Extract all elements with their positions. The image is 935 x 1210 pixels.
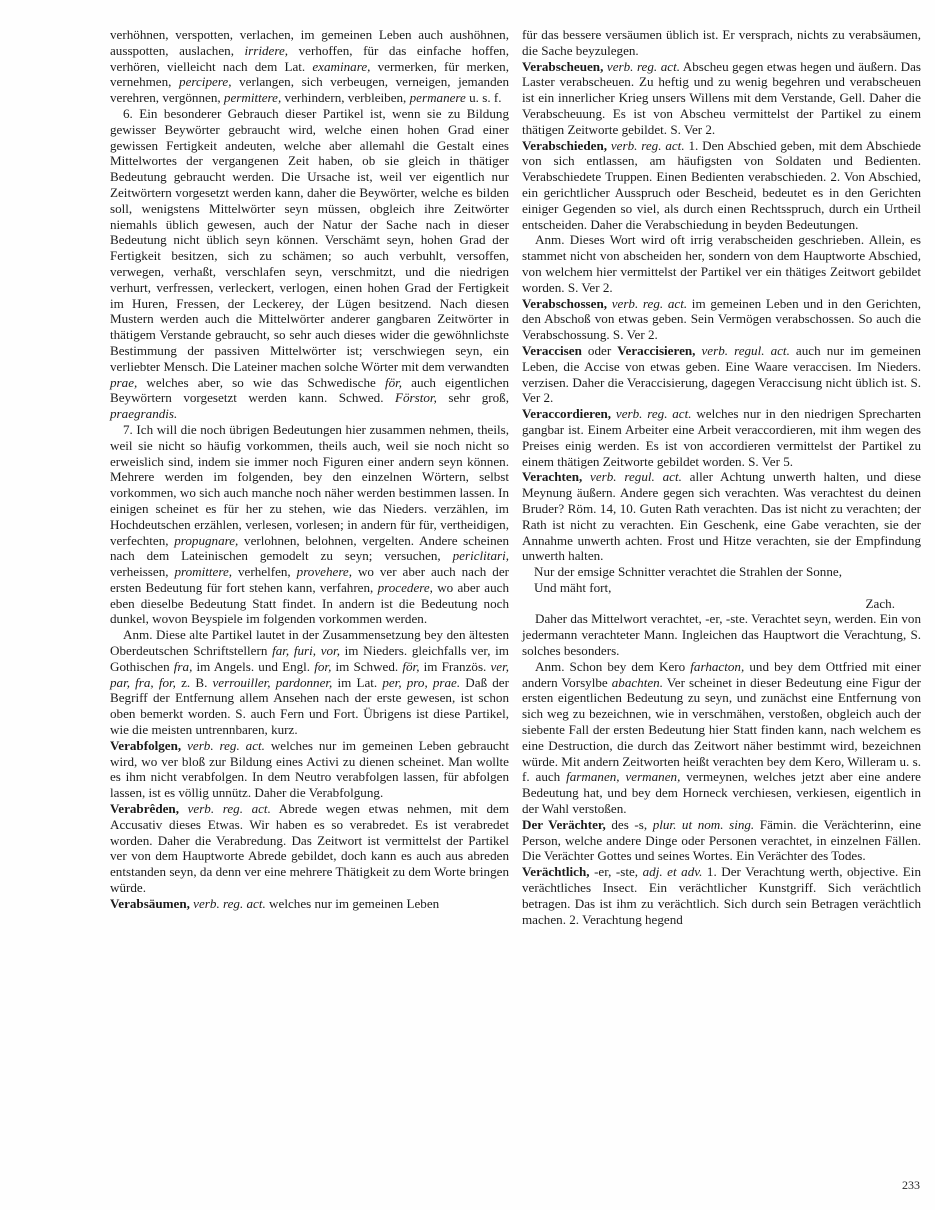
- section-7-paragraph: [110, 422, 509, 627]
- text-segment: Veraccisieren,: [617, 342, 696, 358]
- text-segment: abachten.: [611, 674, 664, 690]
- text-segment: för,: [384, 374, 403, 390]
- text-segment: Abrede wegen etwas nehmen, mit dem Accusativ dieses Etwas. Wir haben es so verabredet. Es ist verabredet worden. Daher die Verabredung. Das Zeitwort ist vermittelst der Partikel ver von dem Hauptworte Abrede gebildet, doch kann es auch aus abreden entstanden seyn, da denn ver eine mehrere Thätigkeit zu dem Worte bringen würde.: [110, 801, 510, 896]
- text-segment: ver, par, fra, for,: [110, 658, 510, 690]
- text-segment: permittere,: [223, 90, 282, 106]
- text-segment: aller Achtung unwerth halten, und diese Meynung äußern. Andere gegen sich verachten. Was verachtest du deinen Bruder? Röm. 14, 10. Guten Rath verachten. Das ist nicht zu verachten; der Rath ist nicht zu verachten. Ein Geschenk, eine Gabe verachten, sie der Annahme unwerth achten. Frost und Hitze verachten, sie der Empfindung unwerth halten.: [522, 469, 921, 564]
- text-segment: Veraccisen: [522, 342, 582, 358]
- text-segment: im Französ.: [419, 658, 491, 674]
- text-segment: u. s. f.: [465, 90, 502, 106]
- text-segment: verhoffen, für das einfache hoffen, verhören, vielleicht nach dem Lat.: [110, 42, 509, 74]
- text-segment: im Schwed.: [331, 658, 403, 674]
- text-segment: verb. regul. act.: [582, 469, 682, 485]
- text-segment: farmanen, vermanen,: [566, 769, 681, 785]
- page-number: 233: [902, 1178, 920, 1192]
- text-segment: plur. ut nom. sing.: [652, 816, 755, 832]
- text-segment: far, furi, vor,: [272, 643, 340, 659]
- text-segment: Verächtlich,: [522, 864, 590, 880]
- text-segment: auch nur im gemeinen Leben, die Accise von etwas geben. Eine Waare veraccisen. Im Nieders. verzisen. Daher die Veraccisierung, dagegen Veraccisung nicht üblich ist. S. Ver 2.: [522, 342, 921, 406]
- entry-verabsaeumen: [110, 896, 509, 912]
- text-segment: Verachten,: [522, 469, 583, 485]
- text-segment: welches nur im gemeinen Leben gebraucht wird, wo ver bloß zur Bildung eines Activi zu dienen scheinet. Man wollte es ihm nicht verabfolgen. In dem Neutro verabfolgen lassen, für abfolgen lassen, ist es völlig unnütz. Daher die Verabfolgung.: [110, 737, 509, 801]
- text-segment: irridere,: [244, 42, 289, 58]
- text-segment: praegrandis.: [110, 406, 178, 422]
- text-segment: Veraccordieren,: [522, 406, 612, 422]
- text-segment: Fämin. die Verächterinn, eine Person, welche andere Dinge oder Personen verachtet, in einzelnen Fällen. Die Verächter Gottes und seines Wortes. Ein Verächter des Todes.: [522, 816, 922, 864]
- text-segment: provehere,: [296, 564, 353, 580]
- text-segment: verb. reg. act.: [189, 895, 266, 911]
- entry-verabscheuen: [522, 59, 921, 138]
- entry-veraechtlich: [522, 864, 921, 927]
- text-segment: oder: [581, 342, 618, 358]
- text-segment: Förstor,: [395, 390, 437, 406]
- text-segment: farhacton,: [690, 658, 745, 674]
- text-segment: Ver scheinet in dieser Bedeutung eine Figur der ersten eigentlichen Bedeutung zu seyn, und zunächst eine Entfernung von sich weg zu bezeichnen, wie in verschmähen, verstoßen, obgleich auch der siebente Fall der ersten Bedeutung hier Statt finden kann, nach welchem es eine Destruction, die durch das Zeitwort näher bestimmt wird, bezeichnen würde. Mit andern Zeitworten heißt verachten bey dem Kero, Willeram u. s. f. auch: [522, 674, 922, 785]
- text-segment: im Angels. und Engl.: [192, 658, 315, 674]
- column-right: [522, 27, 921, 927]
- text-segment: Verabsäumen,: [110, 895, 190, 911]
- text-segment: welches aber, so wie das Schwedische: [137, 374, 385, 390]
- text-segment: verheissen,: [110, 564, 175, 580]
- text-segment: Daß der Begriff der Entfernung allem Ansehen nach der erste gewesen, ist schon oben bemerkt worden. S. auch Fern und Fort. Übrigens ist diese Partikel, wie die meisten untrennbaren, kurz.: [110, 674, 509, 738]
- text-segment: -er, -ste,: [589, 864, 643, 880]
- text-segment: examinare,: [312, 58, 371, 74]
- text-segment: periclitari,: [452, 548, 509, 564]
- verachten-derivatives: [522, 611, 921, 658]
- text-segment: propugnare,: [174, 532, 239, 548]
- continuation-paragraph: [110, 27, 509, 106]
- verse-attribution: [522, 596, 921, 612]
- text-segment: verb. reg. act.: [611, 406, 692, 422]
- text-segment: im Lat.: [332, 674, 383, 690]
- text-segment: permanere: [409, 90, 466, 106]
- entry-veraccordieren: [522, 406, 921, 469]
- text-segment: im gemeinen Leben und in den Gerichten, den Abschoß von etwas geben. Sein Vermögen verabschossen. So auch die Verabschossung. S. Ver 2.: [522, 295, 921, 343]
- continuation-paragraph: [522, 27, 921, 59]
- text-segment: vermerken, für merken, vernehmen,: [110, 58, 509, 90]
- text-segment: wo ver aber auch nach der ersten Bedeutung für fort stehen kann, verfahren,: [110, 564, 510, 595]
- text-segment: Verabschieden,: [522, 137, 607, 153]
- entry-verabreden: [110, 801, 509, 896]
- entry-veraechter: [522, 817, 921, 864]
- text-segment: z. B.: [175, 674, 213, 690]
- entry-veraccisen: [522, 343, 921, 406]
- text-segment: verrouiller, pardonner,: [212, 674, 333, 690]
- text-segment: Daher das Mittelwort verachtet, -er, -ste. Verachtet seyn, werden. Ein von jedermann verachteter Mann. Ingleichen das Hauptwort die Verachtung, S. solches besonders.: [522, 611, 921, 659]
- text-segment: för,: [402, 658, 420, 674]
- anm-partikel-paragraph: [110, 627, 509, 738]
- entry-verabschieden: [522, 138, 921, 233]
- text-segment: verb. reg. act.: [178, 801, 271, 817]
- text-segment: procedere,: [377, 579, 433, 595]
- text-segment: verhöhnen, verspotten, verlachen, im gemeinen Leben auch aushöhnen, ausspotten, auslachen,: [110, 27, 509, 58]
- text-segment: wo aber auch eben dieselbe Bedeutung Statt findet. In andern ist die Bedeutung noch dunkel, wovon Beyspiele im folgenden vorkommen werden.: [110, 579, 509, 627]
- text-segment: vermeynen, welches jetzt aber eine andere Bedeutung hat, und bey dem Horneck verchiesen, verkiesen, eigentlich in der Wahl verstoßen.: [522, 769, 921, 817]
- text-segment: verlangen, sich verbeugen, verneigen, jemanden verehren, vergönnen,: [110, 74, 510, 106]
- entry-verabfolgen: [110, 738, 509, 801]
- entry-verachten: [522, 469, 921, 564]
- text-segment: adj. et adv.: [642, 864, 703, 880]
- text-segment: verb. reg. act.: [607, 295, 688, 311]
- text-segment: Und mäht fort,: [534, 579, 612, 595]
- text-segment: 1. Der Verachtung werth, objective. Ein verächtliches Insect. Ein verächtlicher Kunstgriff. Sich verächtlich betragen. Das ist ihm zu verächtlich. Sich durch sein Betragen verächtlich machen. 2. Verachtung hegend: [522, 864, 921, 927]
- text-segment: Verabrêden,: [110, 801, 179, 817]
- text-segment: Nur der emsige Schnitter verachtet die Strahlen der Sonne,: [534, 564, 842, 580]
- text-segment: welches nur in den niedrigen Sprecharten gangbar ist. Einem Arbeiter eine Arbeit veraccordieren, mit ihm wegen des Preises einig werden. Es ist von accordieren vermittelst der Partikel zu einem thätigen Zeitworte gebildet worden. S. Ver 5.: [522, 406, 921, 469]
- text-segment: per, pro, prae.: [382, 674, 461, 690]
- text-segment: verb. regul. act.: [695, 342, 790, 358]
- text-segment: 6. Ein besonderer Gebrauch dieser Partikel ist, wenn sie zu Bildung gewisser Beywörter gebraucht wird, welche einen hohen Grad einer gewissen Fertigkeit andeuten, welche aber allemahl die Gestalt eines Mittelwortes der vergangenen Zeit haben, ob sie gleich in thätiger Bedeutung gebraucht werden. Die Ursache ist, weil ver eigentlich nur Zeitwörtern vorgesetzt werden kann, daher die Beywörter, welche es bilden soll, wenigstens Mittelwörter seyn müssen, obgleich ihre Zeitwörter niemahls üblich gewesen, auch der Natur der Sache nach in dieser Bedeutung nicht üblich seyn können. Verschämt seyn, hohen Grad der Fertigkeit besitzen, sich zu schämen; so auch verbuhlt, versoffen, verwegen, verhaßt, verschlafen seyn, verschmitzt, und die niedrigen verhurt, verfressen, verleckert, verlogen, einen hohen Grad der Fertigkeit im Huren, Fressen, der Leckerey, der Lügen besitzend. Nach diesen Mustern werden auch die Mittelwörter anderer gangbaren Zeitwörter in thätigem Verstande gebraucht, so sehr auch dieses wider die gewöhnlichste Bestimmung der passiven Mittelwörter ist; verschwiegen seyn, ein verliebter Mensch. Die Lateiner machen solche Wörter mit dem verwandten: [110, 105, 509, 374]
- text-segment: verb. reg. act.: [181, 737, 265, 753]
- text-segment: Anm. Diese alte Partikel lautet in der Zusammensetzung bey den ältesten Oberdeutschen Schriftstellern: [110, 627, 509, 659]
- column-left: [110, 27, 509, 927]
- text-segment: sehr groß,: [436, 390, 509, 406]
- text-segment: verhindern, verbleiben,: [281, 90, 410, 106]
- text-segment: verlohnen, belohnen, vergelten. Andere scheinen nach dem Lateinischen gemodelt zu seyn; versuchen,: [110, 532, 509, 564]
- verse-line-1: [522, 564, 921, 580]
- text-segment: verhelfen,: [232, 564, 297, 580]
- verse-line-2: [522, 580, 921, 596]
- text-segment: Verabschossen,: [522, 295, 608, 311]
- text-columns: [110, 27, 921, 927]
- text-segment: Zach.: [865, 595, 895, 611]
- text-segment: Der Verächter,: [522, 816, 606, 832]
- text-segment: im Nieders. gleichfalls ver, im Gothischen: [110, 643, 509, 674]
- text-segment: Verabscheuen,: [522, 58, 604, 74]
- entry-verabschossen: [522, 296, 921, 343]
- section-6-paragraph: [110, 106, 509, 422]
- text-segment: Abscheu gegen etwas hegen und äußern. Das Laster verabscheuen. Zu heftig und zu wenig begehren und verabscheuen ist ein innerlicher Krieg unsers Willens mit dem Verstande, Gell. Daher die Verabscheuung. Es ist von Abscheu vermittelst der Partikel zu einem thätigen Zeitworte gebildet. S. Ver 2.: [522, 58, 922, 137]
- text-segment: Verabfolgen,: [110, 737, 182, 753]
- text-segment: für das bessere versäumen üblich ist. Er versprach, nichts zu verabsäumen, die Sache beyzulegen.: [522, 27, 921, 58]
- anm-verachten: [522, 659, 921, 817]
- text-segment: promittere,: [174, 564, 233, 580]
- text-segment: Anm. Schon bey dem Kero: [535, 658, 691, 674]
- text-segment: verb. reg. act.: [603, 58, 680, 74]
- text-segment: welches nur im gemeinen Leben: [265, 895, 440, 911]
- text-segment: verb. reg. act.: [607, 137, 685, 153]
- anm-verabschieden: [522, 232, 921, 295]
- text-segment: des -s,: [605, 816, 653, 832]
- text-segment: und bey dem Ottfried mit einer andern Vorsylbe: [522, 658, 921, 690]
- text-segment: 1. Den Abschied geben, mit dem Abschiede von sich entlassen, am häufigsten von Soldaten und Bedienten. Verabschiedete Truppen. Einen Bedienten verabschieden. 2. Von Abschied, ein gerichtlicher Ausspruch oder Bescheid, bedeutet es in den Gerichten einiger Gegenden so viel, als durch einen Rechtsspruch, durch ein Urtheil entscheiden. Daher die Verabschiedung in beyden Bedeutungen.: [522, 137, 921, 232]
- text-segment: for,: [314, 658, 332, 674]
- text-segment: fra,: [173, 658, 193, 674]
- text-segment: percipere,: [179, 74, 232, 90]
- text-segment: auch eigentlichen Beywörtern vorgesetzt werden kann. Schwed.: [110, 374, 509, 406]
- text-segment: 7. Ich will die noch übrigen Bedeutungen hier zusammen nehmen, theils, weil sie nicht so häufig vorkommen, theils auch, weil sie noch nicht so erweislich sind, indem sie immer noch Figuren einer andern seyn können. Mehrere werden im folgenden, bey den einzelnen Wörtern, selbst vorkommen, wo sich auch manche noch näher werden bestimmen lassen. In einigen scheinet es für her zu stehen, wie das Nieders. verzählen, im Hochdeutschen erzählen, verlesen, vorlesen; in andern für für, vertheidigen, verfechten,: [110, 421, 509, 548]
- text-segment: prae,: [110, 374, 138, 390]
- text-segment: Anm. Dieses Wort wird oft irrig verabscheiden geschrieben. Allein, es stammet nicht von abscheiden her, sondern von dem Hauptworte Abschied, von welchem hier vermittelst der Partikel ver ein thätiges Zeitwort gebildet worden. S. Ver 2.: [522, 232, 921, 295]
